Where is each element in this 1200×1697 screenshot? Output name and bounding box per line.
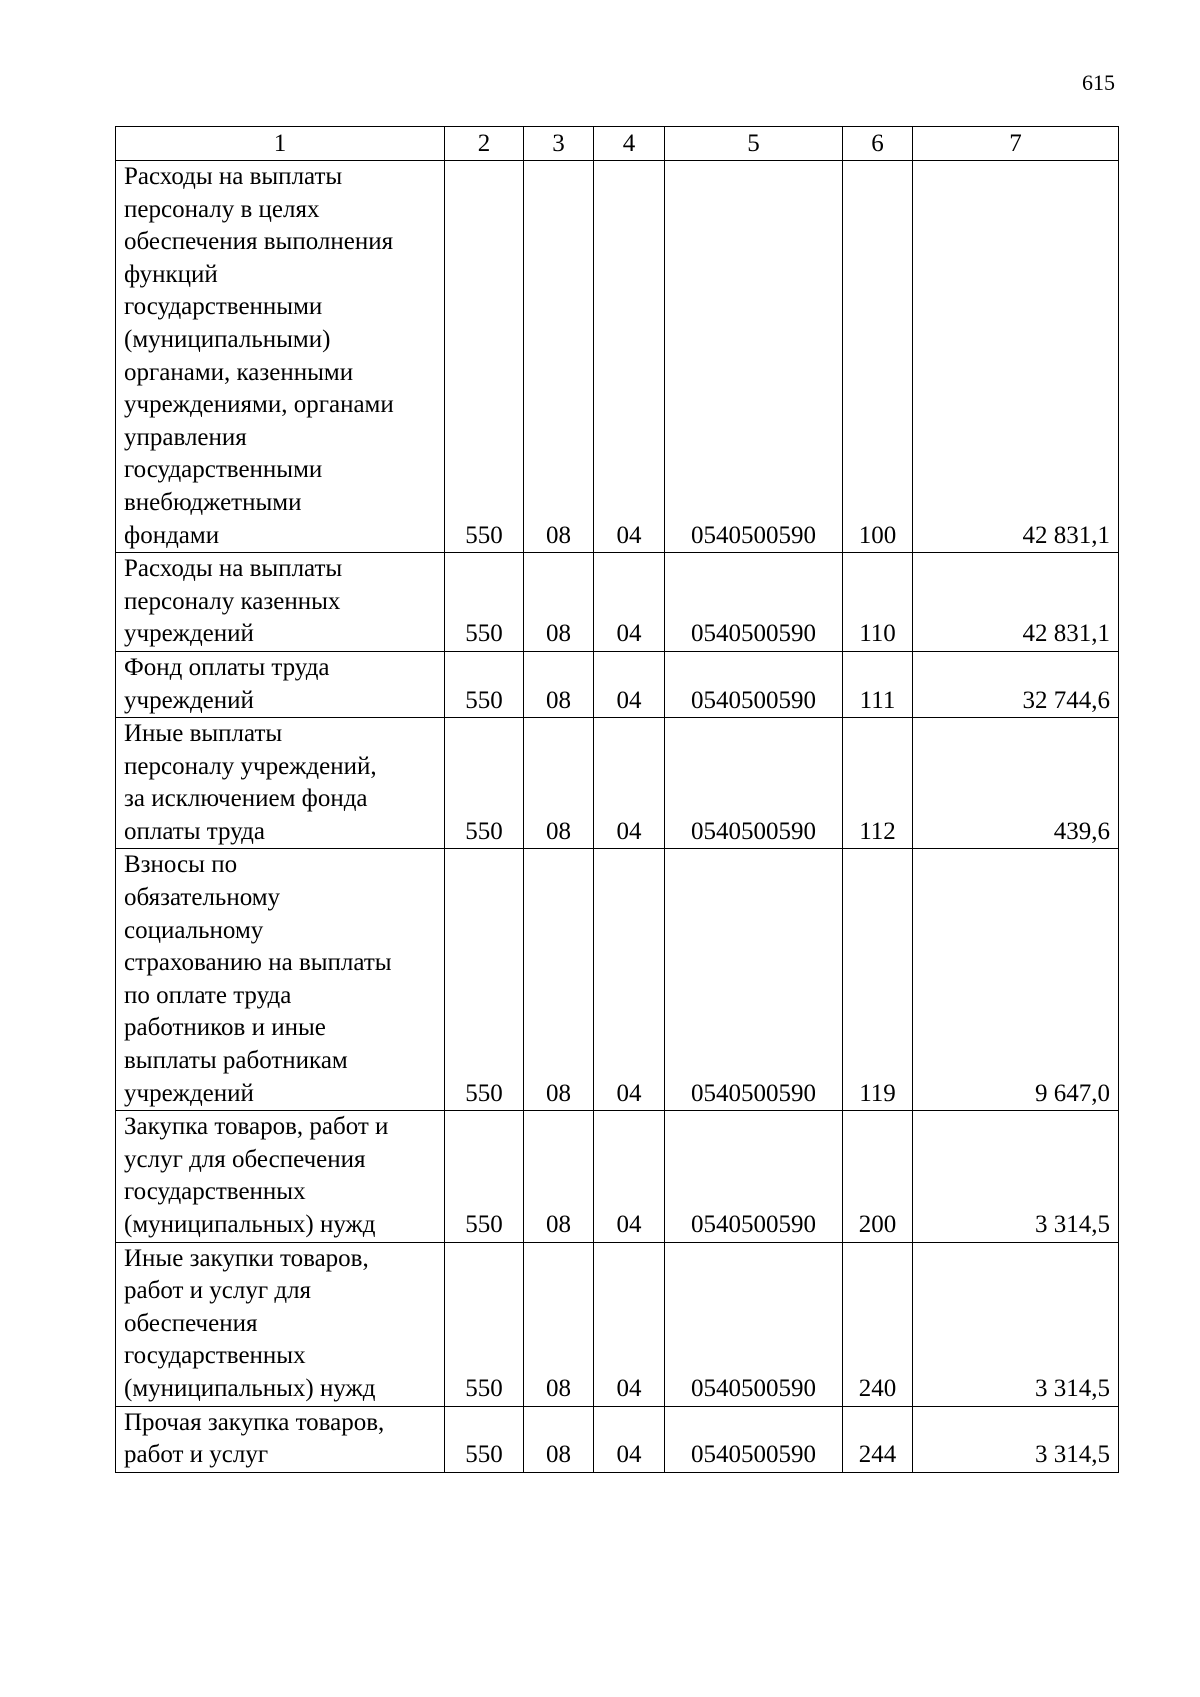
table-row (116, 1111, 1119, 1242)
cell-name-line: страхованию на выплаты (124, 949, 392, 977)
table-row (116, 718, 1119, 849)
cell-section: 08 (524, 1406, 594, 1472)
cell-name-line: работ и услуг для (124, 1277, 312, 1305)
cell-section: 08 (524, 651, 594, 717)
cell-subsection: 04 (594, 1111, 665, 1242)
cell-name-line: обязательному (124, 884, 281, 912)
cell-section: 08 (524, 718, 594, 849)
cell-name (116, 1406, 445, 1472)
column-header: 3 (524, 127, 594, 161)
cell-amount: 3 314,5 (913, 1242, 1119, 1406)
cell-target-article: 0540500590 (665, 718, 843, 849)
cell-name-line: фондами (124, 521, 220, 549)
column-header: 1 (116, 127, 445, 161)
cell-target-article: 0540500590 (665, 1111, 843, 1242)
cell-target-article: 0540500590 (665, 1406, 843, 1472)
cell-name-line: Расходы на выплаты (124, 163, 343, 190)
cell-amount: 32 744,6 (913, 651, 1119, 717)
table-row (116, 849, 1119, 1111)
cell-section: 08 (524, 1111, 594, 1242)
cell-expense-type: 110 (843, 553, 913, 652)
cell-subsection: 04 (594, 849, 665, 1111)
table-row (116, 553, 1119, 652)
cell-expense-type: 244 (843, 1406, 913, 1472)
cell-name-line: государственных (124, 1178, 306, 1206)
cell-expense-type: 240 (843, 1242, 913, 1406)
cell-subsection: 04 (594, 553, 665, 652)
cell-target-article: 0540500590 (665, 849, 843, 1111)
cell-name (116, 553, 445, 652)
cell-name-line: Фонд оплаты труда (124, 653, 330, 681)
cell-name-line: Закупка товаров, работ и (124, 1113, 389, 1141)
cell-name-line: Прочая закупка товаров, (124, 1408, 385, 1436)
table-row (116, 1406, 1119, 1472)
cell-expense-type: 200 (843, 1111, 913, 1242)
page-number: 615 (1082, 70, 1115, 95)
cell-expense-type: 111 (843, 651, 913, 717)
cell-name-line: Расходы на выплаты (124, 555, 343, 583)
cell-section: 08 (524, 161, 594, 553)
cell-target-article: 0540500590 (665, 1242, 843, 1406)
cell-name-line: государственных (124, 1342, 306, 1370)
cell-subsection: 04 (594, 161, 665, 553)
column-header: 4 (594, 127, 665, 161)
header-row (116, 127, 1119, 161)
cell-expense-type: 112 (843, 718, 913, 849)
cell-name-line: (муниципальных) нужд (124, 1374, 376, 1402)
cell-grbs: 550 (445, 161, 524, 553)
cell-name-line: услуг для обеспечения (124, 1145, 366, 1173)
cell-subsection: 04 (594, 651, 665, 717)
cell-name-line: обеспечения (124, 1309, 258, 1337)
cell-name-line: по оплате труда (124, 981, 292, 1009)
cell-name-line: органами, казенными (124, 358, 354, 386)
cell-amount: 439,6 (913, 718, 1119, 849)
cell-name-line: учреждений (124, 1079, 254, 1107)
cell-name-line: управления (124, 423, 247, 451)
cell-name-line: обеспечения выполнения (124, 228, 394, 256)
cell-grbs: 550 (445, 1406, 524, 1472)
cell-name-line: оплаты труда (124, 817, 265, 845)
cell-grbs: 550 (445, 1242, 524, 1406)
cell-subsection: 04 (594, 1406, 665, 1472)
cell-name (116, 1111, 445, 1242)
cell-name (116, 1242, 445, 1406)
cell-amount: 3 314,5 (913, 1406, 1119, 1472)
cell-name-line: персоналу казенных (124, 587, 341, 615)
cell-name (116, 849, 445, 1111)
cell-amount: 42 831,1 (913, 553, 1119, 652)
cell-name-line: (муниципальных) нужд (124, 1211, 376, 1238)
cell-subsection: 04 (594, 1242, 665, 1406)
cell-name-line: (муниципальными) (124, 325, 331, 353)
column-header: 5 (665, 127, 843, 161)
column-header: 2 (445, 127, 524, 161)
cell-name-line: Иные закупки товаров, (124, 1244, 369, 1272)
cell-grbs: 550 (445, 651, 524, 717)
cell-name-line: работ и услуг (124, 1441, 269, 1469)
cell-subsection: 04 (594, 718, 665, 849)
table-header (116, 127, 1119, 161)
cell-name-line: за исключением фонда (124, 785, 368, 813)
cell-grbs: 550 (445, 1111, 524, 1242)
cell-section: 08 (524, 553, 594, 652)
cell-target-article: 0540500590 (665, 161, 843, 553)
cell-expense-type: 100 (843, 161, 913, 553)
table-row (116, 161, 1119, 553)
budget-table (115, 126, 1119, 1473)
cell-name-line: социальному (124, 916, 264, 944)
cell-target-article: 0540500590 (665, 651, 843, 717)
cell-name-line: Взносы по (124, 851, 238, 879)
column-header: 7 (913, 127, 1119, 161)
cell-name-line: персоналу учреждений, (124, 752, 377, 780)
column-header: 6 (843, 127, 913, 161)
cell-name-line: учреждений (124, 686, 254, 714)
cell-amount: 42 831,1 (913, 161, 1119, 553)
table-row (116, 651, 1119, 717)
cell-name-line: персоналу в целях (124, 195, 320, 223)
cell-name-line: учреждениями, органами (124, 391, 394, 419)
cell-name-line: внебюджетными (124, 488, 302, 516)
cell-name-line: функций (124, 260, 218, 288)
cell-name-line: государственными (124, 456, 323, 484)
cell-grbs: 550 (445, 718, 524, 849)
table-body (116, 161, 1119, 1473)
cell-amount: 3 314,5 (913, 1111, 1119, 1242)
cell-name (116, 161, 445, 553)
cell-expense-type: 119 (843, 849, 913, 1111)
cell-grbs: 550 (445, 849, 524, 1111)
cell-name-line: государственными (124, 293, 323, 321)
cell-amount: 9 647,0 (913, 849, 1119, 1111)
cell-section: 08 (524, 849, 594, 1111)
cell-name-line: Иные выплаты (124, 720, 283, 748)
cell-name-line: работников и иные (124, 1014, 326, 1042)
table-row (116, 1242, 1119, 1406)
cell-name (116, 651, 445, 717)
cell-section: 08 (524, 1242, 594, 1406)
cell-name-line: учреждений (124, 620, 254, 648)
cell-name (116, 718, 445, 849)
cell-target-article: 0540500590 (665, 553, 843, 652)
cell-grbs: 550 (445, 553, 524, 652)
cell-name-line: выплаты работникам (124, 1047, 348, 1075)
